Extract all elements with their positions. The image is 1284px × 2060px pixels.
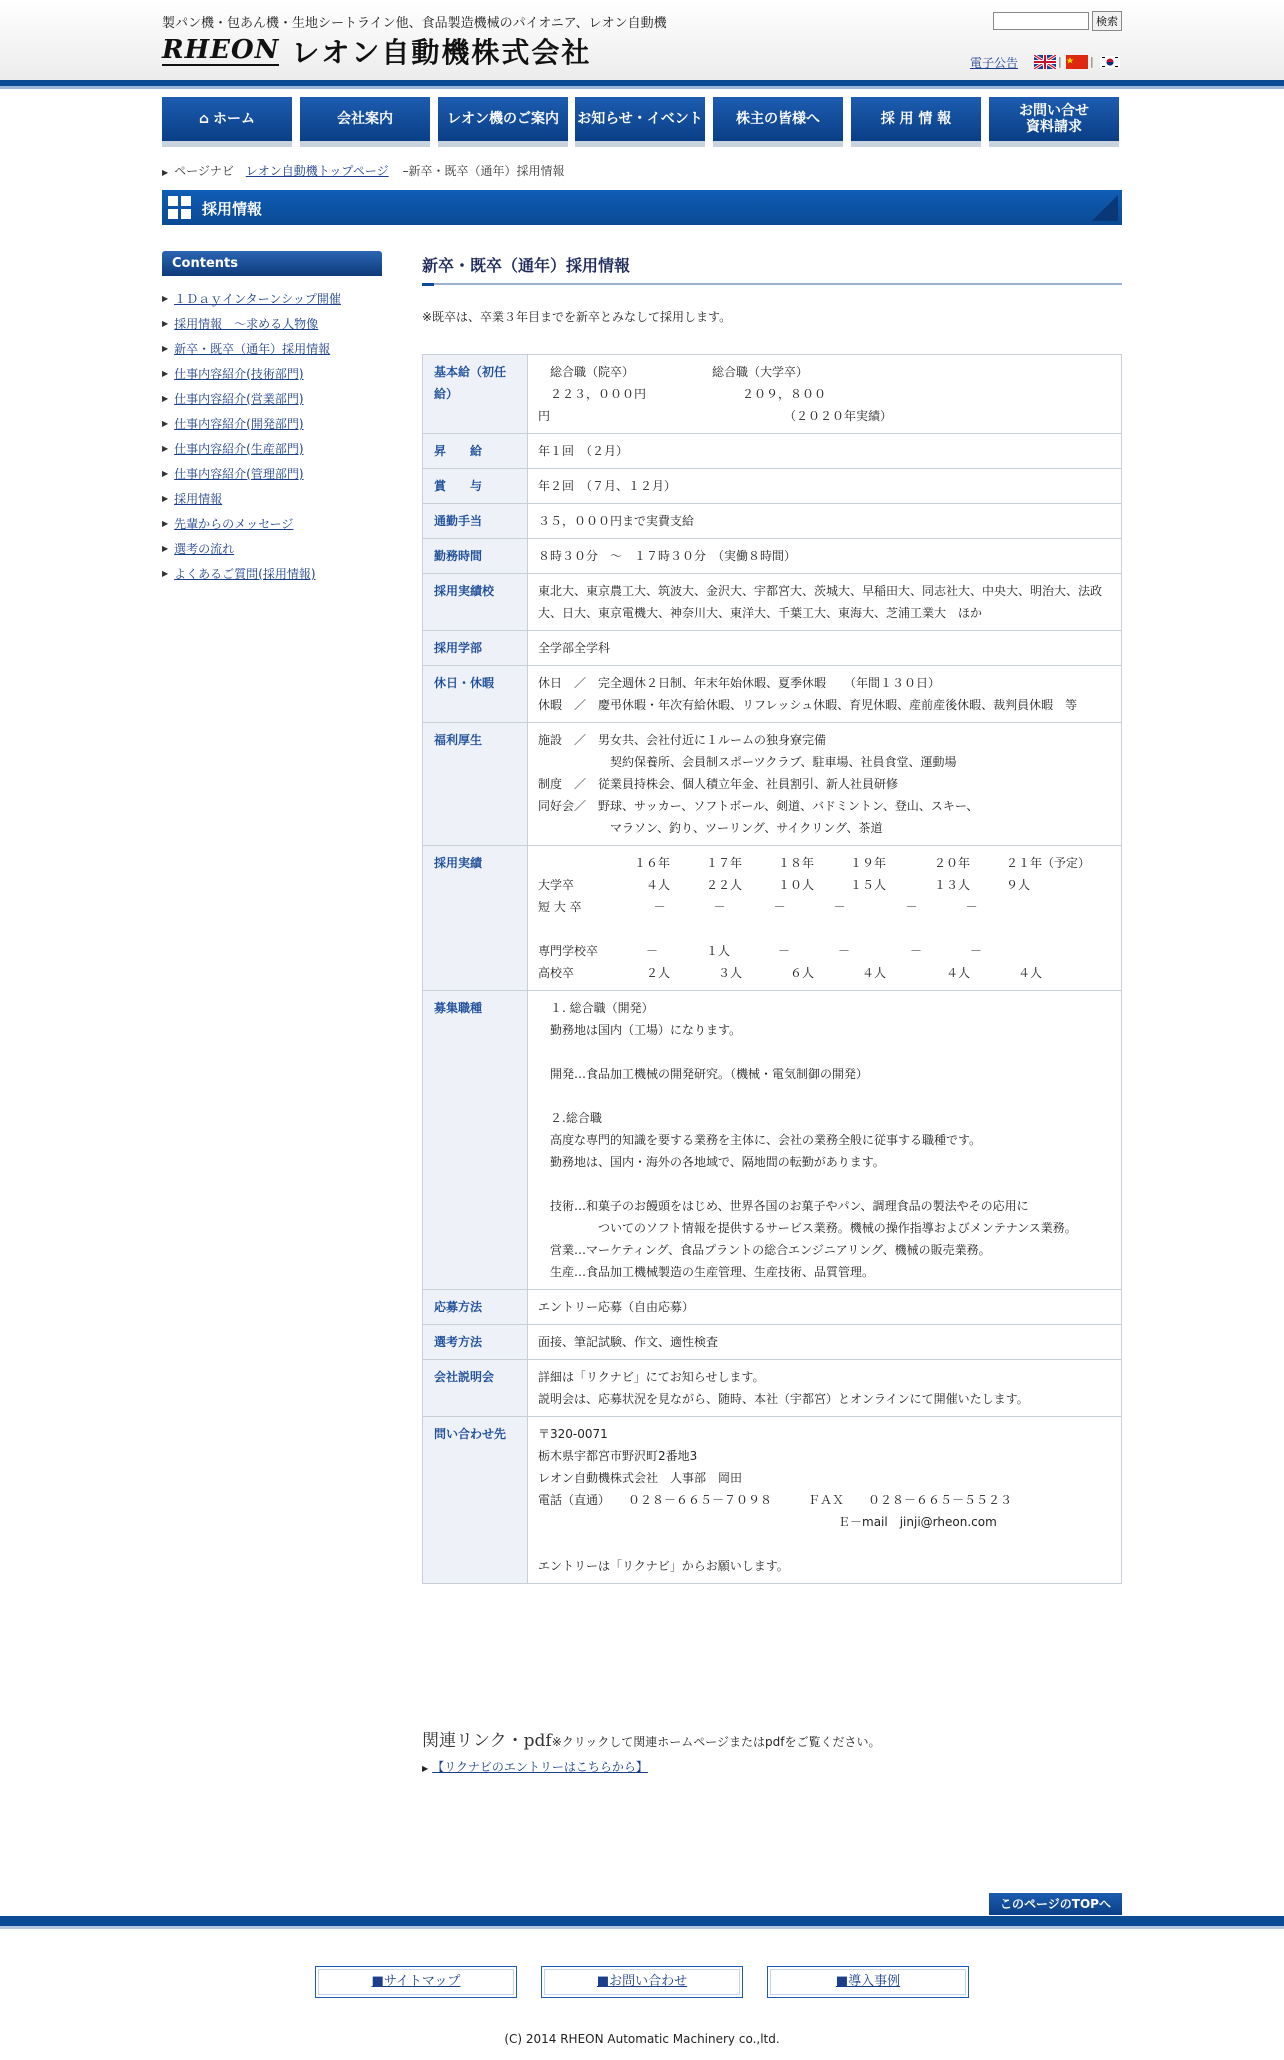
row-value: ３５，０００円まで実費支給 <box>528 504 1122 539</box>
row-label: 通勤手当 <box>423 504 528 539</box>
sidebar-item[interactable]: ▶ 選考の流れ <box>162 542 235 556</box>
company-name: レオン自動機株式会社 <box>291 36 592 69</box>
related-links-heading <box>422 1726 881 1751</box>
recruit-info-table <box>422 354 1122 1584</box>
arrow-icon: ▶ <box>162 469 169 478</box>
nav-products[interactable]: レオン機のご案内 <box>438 97 568 147</box>
rheon-logo-mark: RHEON <box>162 35 280 65</box>
nav-shareholders[interactable]: 株主の皆様へ <box>713 97 843 147</box>
flag-separator: | <box>1058 55 1062 68</box>
row-value: ８時３０分 ～ １７時３０分 （実働８時間） <box>528 539 1122 574</box>
global-nav <box>162 97 1122 149</box>
row-label: 基本給（初任給） <box>423 355 528 434</box>
row-value: １６年 １７年 １８年 １９年 ２０年 ２１年（予定） 大学卒 ４人 ２２人 １０人 １５人 １３人 ９人 短 大 卒 － － － － － － 専門学校卒 － １人 － － － － 高校卒 ２人 ３人 ６人 ４人 ４人 ４人 <box>528 846 1122 991</box>
case-studies-button[interactable]: ■導入事例 <box>767 1966 969 1998</box>
breadcrumb: ▶ ページナビ レオン自動機トップページ –新卒・既卒（通年）採用情報 <box>162 164 565 178</box>
table-row <box>423 539 1122 574</box>
copyright: (C) 2014 RHEON Automatic Machinery co.,ltd. <box>504 2032 780 2046</box>
arrow-icon: ▶ <box>162 544 169 553</box>
tagline: 製パン機・包あん機・生地シートライン他、食品製造機械のパイオニア、レオン自動機 <box>162 16 667 31</box>
china-flag-icon[interactable] <box>1066 55 1088 69</box>
row-label: 福利厚生 <box>423 723 528 846</box>
row-label: 休日・休暇 <box>423 666 528 723</box>
sidebar-item[interactable]: ▶ 仕事内容紹介(生産部門) <box>162 442 304 456</box>
sidebar-item[interactable]: ▶ 採用情報 <box>162 492 223 506</box>
row-label: 会社説明会 <box>423 1360 528 1417</box>
table-row <box>423 469 1122 504</box>
row-value: 全学部全学科 <box>528 631 1122 666</box>
home-icon: ⌂ <box>198 111 210 127</box>
row-value: 総合職（院卒） 総合職（大学卒） ２２３，０００円 ２０９，８００ 円 （２０２０年実績） <box>528 355 1122 434</box>
flag-separator: | <box>1090 55 1094 68</box>
arrow-icon: ▶ <box>162 569 169 578</box>
row-label: 勤務時間 <box>423 539 528 574</box>
table-row <box>423 846 1122 991</box>
company-logo[interactable] <box>162 34 591 68</box>
row-label: 採用実績校 <box>423 574 528 631</box>
e-notice-link[interactable]: 電子公告 <box>970 56 1019 70</box>
arrow-icon: ▶ <box>162 369 169 378</box>
search-button[interactable]: 検索 <box>1092 11 1122 31</box>
rikunabi-entry-link[interactable]: 【リクナビのエントリーはこちらから】 <box>432 1760 648 1774</box>
sidebar-list <box>162 286 392 586</box>
table-row <box>423 1325 1122 1360</box>
table-row <box>423 991 1122 1290</box>
table-row <box>423 666 1122 723</box>
related-heading: 関連リンク・pdf <box>422 1731 552 1751</box>
contact-button[interactable]: ■お問い合わせ <box>541 1966 743 1998</box>
section-title-bar <box>162 190 1122 225</box>
arrow-icon: ▶ <box>162 344 169 353</box>
arrow-icon: ▶ <box>162 394 169 403</box>
row-value: １. 総合職（開発） 勤務地は国内（工場）になります。 開発…食品加工機械の開発研究。（機械・電気制御の開発） ２.総合職 高度な専門的知識を要する業務を主体に、会社の業務全般に従事する職種です。 勤務地は、国内・海外の各地域で、隔地間の転勤があります。 技術…和菓子のお饅頭をはじめ、世界各国のお菓子やパン、調理食品の製法やその応用に ついてのソフト情報を提供するサービス業務。機械の操作指導およびメンテナンス業務。 営業…マーケティング、食品プラントの総合エンジニアリング、機械の販売業務。 生産…食品加工機械製造の生産管理、生産技術、品質管理。 <box>528 991 1122 1290</box>
row-value: エントリー応募（自由応募） <box>528 1290 1122 1325</box>
table-row <box>423 434 1122 469</box>
row-value: 面接、筆記試験、作文、適性検査 <box>528 1325 1122 1360</box>
page-top-button[interactable]: このページのTOPへ <box>989 1893 1122 1915</box>
row-label: 採用学部 <box>423 631 528 666</box>
row-label: 募集職種 <box>423 991 528 1290</box>
arrow-icon: ▶ <box>162 294 169 303</box>
corner-decoration <box>1092 195 1118 221</box>
row-label: 賞 与 <box>423 469 528 504</box>
page-note: ※既卒は、卒業３年目までを新卒とみなして採用します。 <box>422 310 732 324</box>
row-value: 施設 ／ 男女共、会社付近に１ルームの独身寮完備 契約保養所、会員制スポーツクラブ、駐車場、社員食堂、運動場 制度 ／ 従業員持株会、個人積立年金、社員割引、新人社員研修 同好会／ 野球、サッカー、ソフトボール、剣道、バドミントン、登山、スキー、 マラソン、釣り、ツーリング、サイクリング、茶道 <box>528 723 1122 846</box>
sidebar-item[interactable]: ▶ 新卒・既卒（通年）採用情報 <box>162 342 331 356</box>
row-label: 問い合わせ先 <box>423 1417 528 1584</box>
sitemap-button[interactable]: ■サイトマップ <box>315 1966 517 1998</box>
grid-icon <box>168 196 192 220</box>
row-value: 休日 ／ 完全週休２日制、年末年始休暇、夏季休暇 （年間１３０日） 休暇 ／ 慶弔休暇・年次有給休暇、リフレッシュ休暇、育児休暇、産前産後休暇、裁判員休暇 等 <box>528 666 1122 723</box>
sidebar-item[interactable]: ▶ よくあるご質問(採用情報) <box>162 567 316 581</box>
row-value: 詳細は「リクナビ」にてお知らせします。 説明会は、応募状況を見ながら、随時、本社（宇都宮）とオンラインにて開催いたします。 <box>528 1360 1122 1417</box>
title-underline-accent <box>422 283 434 286</box>
header-divider-light <box>0 86 1284 89</box>
arrow-icon: ▶ <box>162 444 169 453</box>
table-row <box>423 355 1122 434</box>
row-label: 選考方法 <box>423 1325 528 1360</box>
title-underline <box>422 283 1122 285</box>
table-row <box>423 574 1122 631</box>
table-row <box>423 1290 1122 1325</box>
section-title: 採用情報 <box>202 200 263 218</box>
breadcrumb-arrow-icon: ▶ <box>162 168 169 177</box>
korea-flag-icon[interactable] <box>1099 55 1121 69</box>
sidebar-item[interactable]: ▶ 仕事内容紹介(管理部門) <box>162 467 304 481</box>
sidebar-item[interactable]: ▶ 仕事内容紹介(技術部門) <box>162 367 304 381</box>
row-label: 採用実績 <box>423 846 528 991</box>
arrow-icon: ▶ <box>422 1764 429 1773</box>
related-link[interactable] <box>422 1758 648 1775</box>
related-note: ※クリックして関連ホームページまたはpdfをご覧ください。 <box>551 1735 881 1749</box>
nav-recruit[interactable]: 採 用 情 報 <box>851 97 981 147</box>
sidebar-item[interactable]: ▶ １Ｄａｙインターンシップ開催 <box>162 292 341 306</box>
sidebar-item[interactable]: ▶ 仕事内容紹介(開発部門) <box>162 417 304 431</box>
row-value: 東北大、東京農工大、筑波大、金沢大、宇都宮大、茨城大、早稲田大、同志社大、中央大、明治大、法政大、日大、東京電機大、神奈川大、東洋大、千葉工大、東海大、芝浦工業大 ほか <box>528 574 1122 631</box>
page-title: 新卒・既卒（通年）採用情報 <box>422 256 631 275</box>
table-row <box>423 1417 1122 1584</box>
uk-flag-icon[interactable] <box>1034 55 1056 69</box>
nav-contact[interactable]: お問い合せ 資料請求 <box>989 97 1119 147</box>
row-label: 昇 給 <box>423 434 528 469</box>
sidebar-item[interactable]: ▶ 採用情報 ～求める人物像 <box>162 317 319 331</box>
row-value: 年１回 （２月） <box>528 434 1122 469</box>
footer-divider <box>0 1916 1284 1926</box>
arrow-icon: ▶ <box>162 419 169 428</box>
arrow-icon: ▶ <box>162 494 169 503</box>
sidebar-item[interactable]: ▶ 先輩からのメッセージ <box>162 517 294 531</box>
breadcrumb-current: –新卒・既卒（通年）採用情報 <box>402 164 565 178</box>
arrow-icon: ▶ <box>162 519 169 528</box>
table-row <box>423 723 1122 846</box>
nav-news[interactable]: お知らせ・イベント <box>575 97 705 147</box>
table-row <box>423 504 1122 539</box>
row-value: 年２回 （７月、１２月） <box>528 469 1122 504</box>
search-input[interactable] <box>993 12 1089 30</box>
sidebar-item[interactable]: ▶ 仕事内容紹介(営業部門) <box>162 392 304 406</box>
nav-home[interactable]: ⌂ ホーム <box>162 97 292 147</box>
footer-divider-light <box>0 1926 1284 1929</box>
row-label: 応募方法 <box>423 1290 528 1325</box>
sidebar-heading: Contents <box>162 251 382 276</box>
table-row <box>423 631 1122 666</box>
breadcrumb-top-link[interactable]: レオン自動機トップページ <box>245 164 389 178</box>
nav-company[interactable]: 会社案内 <box>300 97 430 147</box>
arrow-icon: ▶ <box>162 319 169 328</box>
row-value: 〒320-0071 栃木県宇都宮市野沢町2番地3 レオン自動機株式会社 人事部 岡田 電話（直通） ０２８－６６５－７０９８ ＦＡＸ ０２８－６６５－５５２３ Ｅ－mail jinji@rheon.com エントリーは「リクナビ」からお願いします。 <box>528 1417 1122 1584</box>
table-row <box>423 1360 1122 1417</box>
